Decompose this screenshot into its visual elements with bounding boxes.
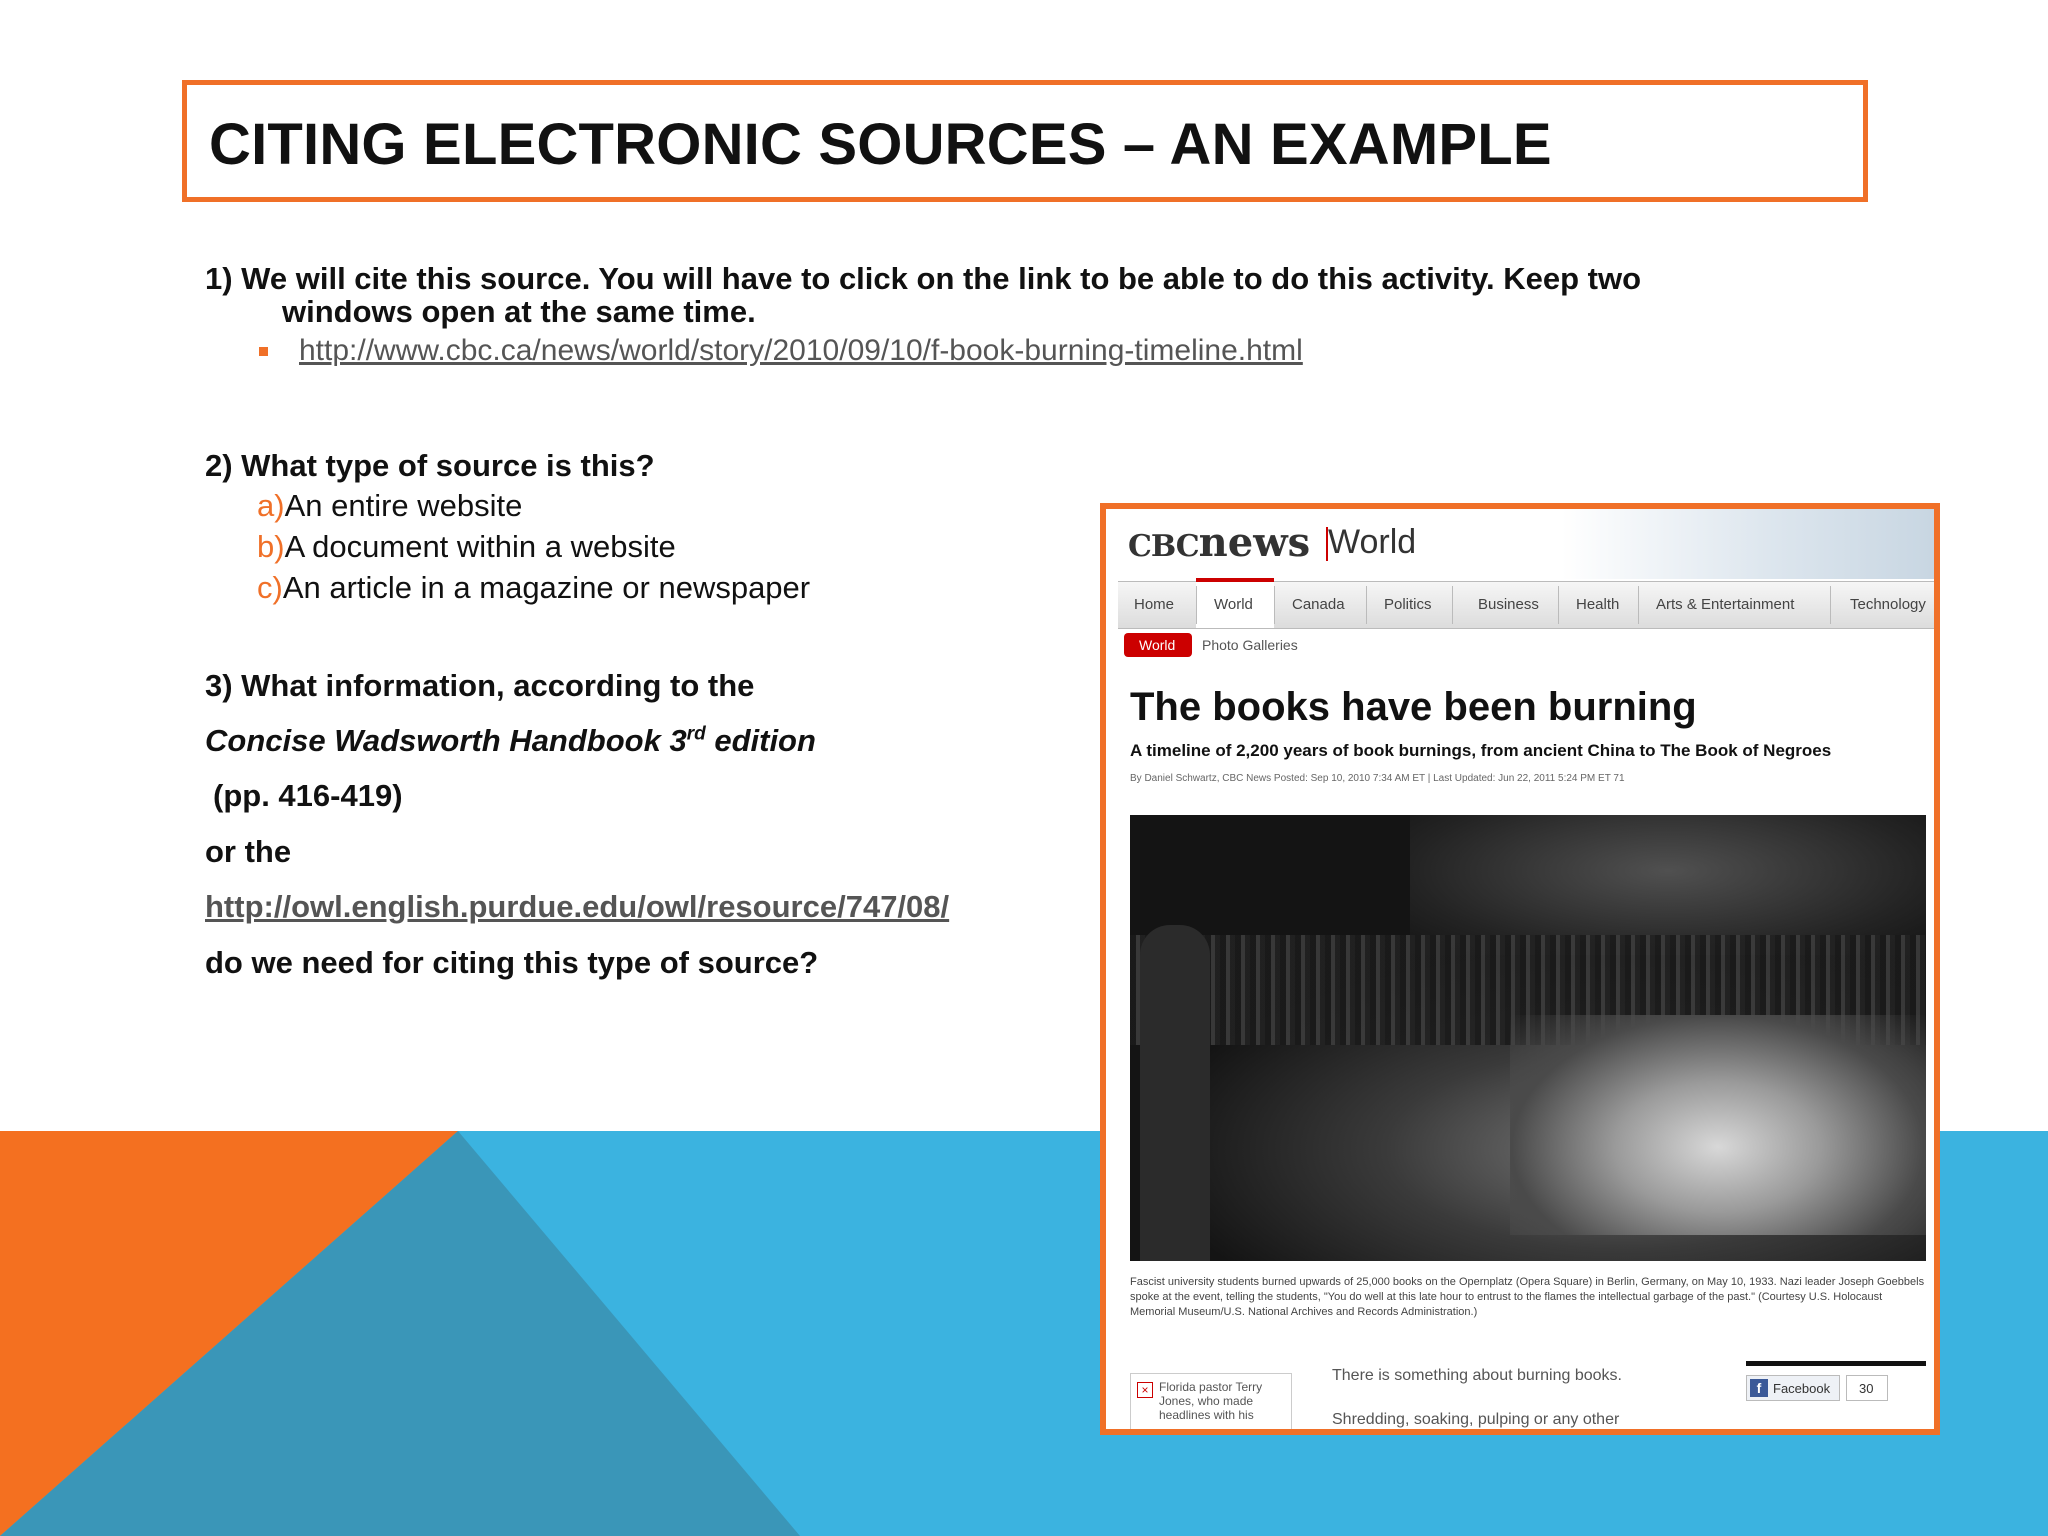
option-b [257,529,676,565]
facebook-share-button[interactable] [1746,1375,1840,1401]
question-3-line1: 3) What information, according to the [205,668,755,703]
logo-cbc: CBC [1128,529,1199,564]
article-body-line2: Shredding, soaking, pulping or any other [1332,1411,1620,1428]
photo-foreground-person [1140,925,1210,1261]
nav-separator [1452,586,1453,624]
question-3-book-title [205,723,816,759]
book-burning-photo [1130,815,1926,1261]
related-story-text: Florida pastor Terry Jones, who made headlines with his [1159,1380,1263,1422]
world-tag[interactable] [1124,633,1192,657]
article-byline: By Daniel Schwartz, CBC News Posted: Sep 10, 2010 7:34 AM ET | Last Updated: Jun 22, 2011 5:24 PM ET 71 [1130,773,1625,784]
option-b-text: A document within a website [284,529,676,564]
bullet-square-icon [259,347,268,356]
broken-image-icon: × [1137,1382,1153,1398]
article-dek: A timeline of 2,200 years of book burnings, from ancient China to The Book of Negroes [1130,741,1832,760]
facebook-share-count [1846,1375,1888,1401]
nav-separator [1558,586,1559,624]
option-c-letter: c) [257,570,283,605]
slide-title: CITING ELECTRONIC SOURCES – AN EXAMPLE [209,112,1552,177]
cbc-header [1106,509,1934,579]
facebook-label: Facebook [1773,1381,1831,1396]
nav-separator [1638,586,1639,624]
question-3-end: do we need for citing this type of source? [205,945,819,980]
facebook-count-value: 30 [1859,1381,1874,1396]
option-a [257,488,522,524]
question-1 [205,262,1805,328]
cbc-article-screenshot [1100,503,1940,1435]
nav-business[interactable]: Business [1478,596,1539,613]
nav-technology[interactable]: Technology [1850,596,1926,613]
question-3-or: or the [205,834,292,869]
question-3-pages: (pp. 416-419) [213,778,403,813]
nav-separator [1274,586,1275,624]
related-story-box[interactable] [1130,1373,1292,1435]
title-box [182,80,1868,202]
book-edition-sup: rd [686,723,706,745]
nav-politics[interactable]: Politics [1384,596,1432,613]
world-tag-label: World [1139,637,1176,653]
option-b-letter: b) [257,529,285,564]
option-c [257,570,810,606]
question-1-line2: windows open at the same time. [282,294,756,329]
section-name: World [1328,523,1417,561]
nav-home[interactable]: Home [1134,596,1175,613]
nav-health[interactable]: Health [1576,596,1620,613]
photo-smoke [1410,815,1926,955]
cbc-source-link[interactable]: http://www.cbc.ca/news/world/story/2010/09/10/f-book-burning-timeline.html [299,334,1303,367]
photo-galleries-link[interactable]: Photo Galleries [1202,637,1298,653]
article-headline: The books have been burning [1130,685,1697,729]
share-divider [1746,1361,1926,1366]
option-c-text: An article in a magazine or newspaper [282,570,811,605]
cbc-nav-bar [1118,581,1934,629]
nav-separator [1830,586,1831,624]
facebook-icon: f [1750,1379,1768,1397]
nav-separator [1366,586,1367,624]
option-a-letter: a) [257,488,285,523]
cbc-news-logo [1128,519,1310,566]
option-a-text: An entire website [284,488,523,523]
book-title: Concise Wadsworth Handbook 3 [205,723,687,758]
nav-canada[interactable]: Canada [1292,596,1345,613]
photo-fire [1510,1015,1926,1235]
logo-news: news [1198,519,1311,566]
nav-world[interactable]: World [1214,596,1253,613]
article-body-line1: There is something about burning books. [1332,1367,1622,1384]
photo-caption: Fascist university students burned upwards of 25,000 books on the Opernplatz (Opera Square) in Berlin, Germany, on May 10, 1933. Nazi leader Joseph Goebbels spoke at the event, telling the students, "You do well at this late hour to entrust to the flames the intellectual garbage of the past." (Courtesy U.S. Holocaust Memorial Museum/U.S. National Archives and Records Administration.) [1130,1276,1925,1318]
nav-arts[interactable]: Arts & Entertainment [1656,596,1795,613]
book-edition: edition [705,723,816,758]
purdue-owl-link[interactable]: http://owl.english.purdue.edu/owl/resource/747/08/ [205,889,950,924]
question-2: 2) What type of source is this? [205,448,655,483]
question-1-line1: 1) We will cite this source. You will have to click on the link to be able to do this activity. Keep two [205,261,1642,296]
nav-separator [1196,586,1197,624]
